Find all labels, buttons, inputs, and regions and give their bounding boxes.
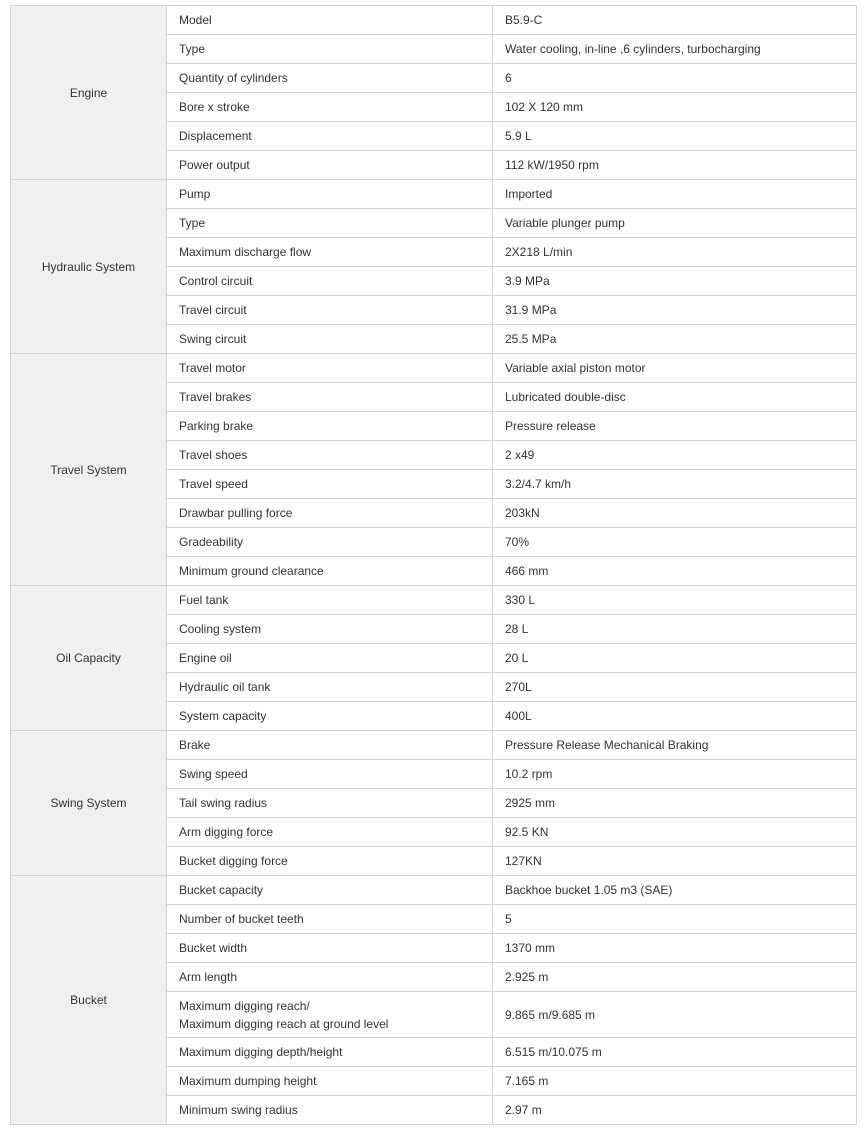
parameter-cell — [167, 441, 493, 470]
parameter-label: Model — [179, 13, 212, 27]
value-cell: Imported — [493, 180, 857, 209]
value-cell: 2925 mm — [493, 789, 857, 818]
parameter-label: Swing speed — [179, 767, 248, 781]
parameter-label: Fuel tank — [179, 593, 229, 607]
parameter-label: Bucket digging force — [179, 854, 288, 868]
value-cell: 5 — [493, 905, 857, 934]
section-label: Swing System — [11, 731, 167, 876]
parameter-cell — [167, 470, 493, 499]
parameter-cell — [167, 93, 493, 122]
parameter-label: Type — [179, 216, 206, 230]
parameter-label: Bucket width — [179, 941, 248, 955]
value-cell: 3.2/4.7 km/h — [493, 470, 857, 499]
parameter-label: Maximum digging reach/ — [179, 998, 310, 1013]
parameter-label: Brake — [179, 738, 211, 752]
parameter-cell — [167, 122, 493, 151]
parameter-cell — [167, 992, 493, 1038]
parameter-label: Arm length — [179, 970, 238, 984]
parameter-label: Travel speed — [179, 477, 248, 491]
parameter-cell — [167, 528, 493, 557]
parameter-label: Cooling system — [179, 622, 262, 636]
table-row — [11, 586, 857, 615]
table-row — [11, 6, 857, 35]
parameter-label: Travel shoes — [179, 448, 248, 462]
parameter-label: Gradeability — [179, 535, 244, 549]
parameter-cell — [167, 789, 493, 818]
parameter-cell — [167, 238, 493, 267]
value-cell: Pressure release — [493, 412, 857, 441]
value-cell: 466 mm — [493, 557, 857, 586]
table-row — [11, 731, 857, 760]
parameter-cell — [167, 615, 493, 644]
parameter-label: Parking brake — [179, 419, 254, 433]
parameter-label: Engine oil — [179, 651, 232, 665]
parameter-cell — [167, 354, 493, 383]
value-cell: 20 L — [493, 644, 857, 673]
value-cell: 2.97 m — [493, 1096, 857, 1125]
value-cell: 28 L — [493, 615, 857, 644]
parameter-cell — [167, 557, 493, 586]
value-cell: 400L — [493, 702, 857, 731]
value-cell: 70% — [493, 528, 857, 557]
parameter-label: Minimum ground clearance — [179, 564, 324, 578]
parameter-label: Minimum swing radius — [179, 1103, 298, 1117]
parameter-cell — [167, 267, 493, 296]
table-row — [11, 354, 857, 383]
value-cell: 1370 mm — [493, 934, 857, 963]
value-cell: 203kN — [493, 499, 857, 528]
value-cell: Variable axial piston motor — [493, 354, 857, 383]
parameter-label: Number of bucket teeth — [179, 912, 304, 926]
value-cell: 270L — [493, 673, 857, 702]
spec-table — [10, 5, 857, 1125]
value-cell: 25.5 MPa — [493, 325, 857, 354]
section-label: Hydraulic System — [11, 180, 167, 354]
value-cell: 9.865 m/9.685 m — [493, 992, 857, 1038]
value-cell: 6 — [493, 64, 857, 93]
parameter-cell — [167, 586, 493, 615]
parameter-label: System capacity — [179, 709, 267, 723]
value-cell: 6.515 m/10.075 m — [493, 1038, 857, 1067]
value-cell: 31.9 MPa — [493, 296, 857, 325]
value-cell: 2 x49 — [493, 441, 857, 470]
parameter-cell — [167, 499, 493, 528]
value-cell: Water cooling, in-line ,6 cylinders, turbocharging — [493, 35, 857, 64]
parameter-cell — [167, 325, 493, 354]
parameter-label: Power output — [179, 158, 250, 172]
parameter-label: Drawbar pulling force — [179, 506, 293, 520]
value-cell: 10.2 rpm — [493, 760, 857, 789]
parameter-label: Maximum digging depth/height — [179, 1045, 343, 1059]
parameter-label: Tail swing radius — [179, 796, 268, 810]
value-cell: 7.165 m — [493, 1067, 857, 1096]
section-label: Engine — [11, 6, 167, 180]
parameter-cell — [167, 6, 493, 35]
value-cell: Pressure Release Mechanical Braking — [493, 731, 857, 760]
value-cell: 330 L — [493, 586, 857, 615]
parameter-cell — [167, 35, 493, 64]
value-cell: Backhoe bucket 1.05 m3 (SAE) — [493, 876, 857, 905]
parameter-cell — [167, 963, 493, 992]
parameter-label: Swing circuit — [179, 332, 247, 346]
parameter-label: Displacement — [179, 129, 252, 143]
spec-table-body — [11, 6, 857, 1125]
section-label: Oil Capacity — [11, 586, 167, 731]
value-cell: 92.5 KN — [493, 818, 857, 847]
parameter-cell — [167, 151, 493, 180]
parameter-cell — [167, 209, 493, 238]
parameter-label: Travel motor — [179, 361, 246, 375]
value-cell: 5.9 L — [493, 122, 857, 151]
parameter-cell — [167, 383, 493, 412]
parameter-label: Maximum discharge flow — [179, 245, 312, 259]
parameter-label: Bore x stroke — [179, 100, 250, 114]
value-cell: 3.9 MPa — [493, 267, 857, 296]
table-row — [11, 876, 857, 905]
value-cell: 102 X 120 mm — [493, 93, 857, 122]
parameter-label-line-2: Maximum digging reach at ground level — [179, 1016, 389, 1031]
parameter-cell — [167, 1067, 493, 1096]
parameter-label: Hydraulic oil tank — [179, 680, 271, 694]
value-cell: Lubricated double-disc — [493, 383, 857, 412]
value-cell: Variable plunger pump — [493, 209, 857, 238]
parameter-cell — [167, 876, 493, 905]
value-cell: 112 kW/1950 rpm — [493, 151, 857, 180]
parameter-cell — [167, 412, 493, 441]
parameter-label: Arm digging force — [179, 825, 274, 839]
parameter-cell — [167, 731, 493, 760]
parameter-label: Quantity of cylinders — [179, 71, 288, 85]
value-cell: 2.925 m — [493, 963, 857, 992]
parameter-cell — [167, 760, 493, 789]
parameter-label: Maximum dumping height — [179, 1074, 317, 1088]
parameter-label: Travel brakes — [179, 390, 252, 404]
parameter-label: Type — [179, 42, 206, 56]
parameter-cell — [167, 934, 493, 963]
parameter-cell — [167, 1038, 493, 1067]
parameter-label: Control circuit — [179, 274, 253, 288]
parameter-cell — [167, 818, 493, 847]
parameter-cell — [167, 644, 493, 673]
value-cell: B5.9-C — [493, 6, 857, 35]
section-label: Travel System — [11, 354, 167, 586]
parameter-label: Pump — [179, 187, 211, 201]
parameter-cell — [167, 64, 493, 93]
parameter-cell — [167, 673, 493, 702]
value-cell: 127KN — [493, 847, 857, 876]
parameter-cell — [167, 702, 493, 731]
parameter-cell — [167, 1096, 493, 1125]
parameter-label: Travel circuit — [179, 303, 247, 317]
table-row — [11, 180, 857, 209]
parameter-cell — [167, 296, 493, 325]
value-cell: 2X218 L/min — [493, 238, 857, 267]
parameter-cell — [167, 847, 493, 876]
parameter-cell — [167, 180, 493, 209]
section-label: Bucket — [11, 876, 167, 1125]
parameter-cell — [167, 905, 493, 934]
parameter-label: Bucket capacity — [179, 883, 264, 897]
